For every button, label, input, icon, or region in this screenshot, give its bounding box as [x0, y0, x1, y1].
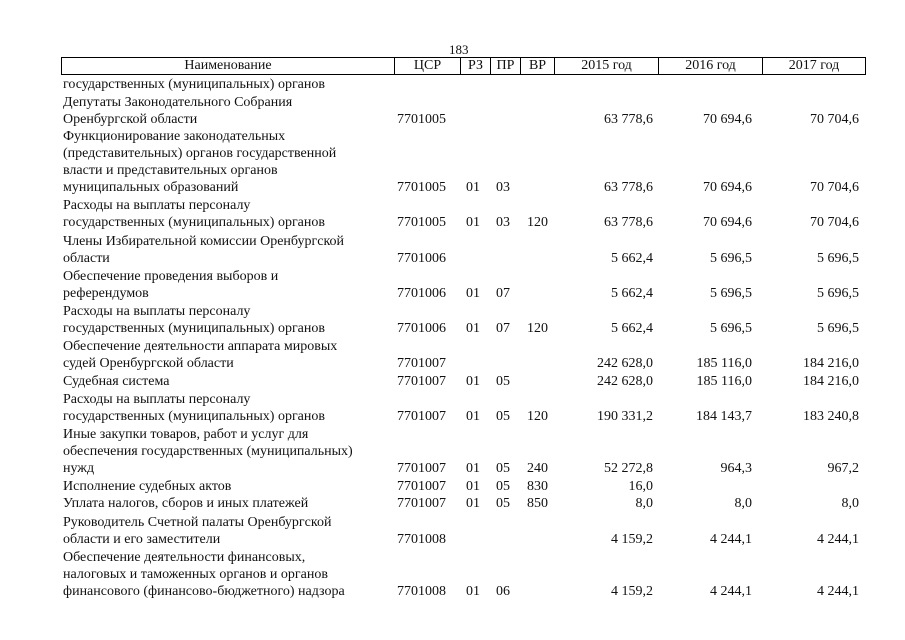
- row-csr: 7701006: [397, 251, 446, 266]
- row-csr: 7701007: [397, 479, 446, 494]
- row-csr: 7701006: [397, 321, 446, 336]
- row-2015: 16,0: [628, 479, 653, 494]
- row-csr: 7701007: [397, 356, 446, 371]
- header-2016: 2016 год: [659, 58, 763, 74]
- row-rz: 01: [466, 409, 480, 424]
- row-2017: 4 244,1: [817, 584, 859, 599]
- row-2015: 242 628,0: [597, 374, 653, 389]
- row-2015: 190 331,2: [597, 409, 653, 424]
- row-2017: 70 704,6: [810, 180, 859, 195]
- page-number: 183: [449, 42, 469, 57]
- row-pr: 03: [496, 180, 510, 195]
- row-name: Функционирование законодательных (представительных) органов государственной власти и представительных органов муниципальных образований: [63, 129, 337, 195]
- row-2016: 185 116,0: [696, 374, 752, 389]
- row-rz: 01: [466, 374, 480, 389]
- row-2016: 70 694,6: [703, 180, 752, 195]
- row-pr: 05: [496, 374, 510, 389]
- row-2016: 5 696,5: [710, 251, 752, 266]
- row-2016: 70 694,6: [703, 215, 752, 230]
- row-csr: 7701008: [397, 532, 446, 547]
- row-2015: 4 159,2: [611, 584, 653, 599]
- row-name: Руководитель Счетной палаты Оренбургской области и его заместители: [63, 515, 332, 547]
- header-2017: 2017 год: [788, 58, 840, 73]
- row-pr: 07: [496, 321, 510, 336]
- row-name: Обеспечение проведения выборов и референдумов: [63, 269, 279, 301]
- row-pr: 05: [496, 461, 510, 476]
- header-pr: ПР: [491, 58, 521, 74]
- row-pr: 06: [496, 584, 510, 599]
- row-2015: 8,0: [635, 496, 653, 511]
- row-2017: 5 696,5: [817, 286, 859, 301]
- row-csr: 7701007: [397, 374, 446, 389]
- row-2017: 184 216,0: [803, 374, 859, 389]
- row-name: Расходы на выплаты персоналу государственных (муниципальных) органов: [63, 198, 326, 230]
- row-rz: 01: [466, 321, 480, 336]
- row-2017: 5 696,5: [817, 251, 859, 266]
- row-2016: 4 244,1: [710, 584, 752, 599]
- row-rz: 01: [466, 461, 480, 476]
- row-2017: 967,2: [827, 461, 859, 476]
- header-rz: РЗ: [461, 58, 491, 74]
- row-2017: 183 240,8: [803, 409, 859, 424]
- row-2017: 5 696,5: [817, 321, 859, 336]
- row-name: Обеспечение деятельности аппарата мировых судей Оренбургской области: [63, 339, 338, 371]
- row-name: Расходы на выплаты персоналу государственных (муниципальных) органов: [63, 304, 326, 336]
- header-2015: 2015 год: [555, 58, 659, 74]
- row-vr: 850: [527, 496, 548, 511]
- row-2016: 4 244,1: [710, 532, 752, 547]
- row-name: Исполнение судебных актов: [63, 479, 232, 494]
- row-csr: 7701007: [397, 461, 446, 476]
- header-vr: ВР: [521, 58, 555, 74]
- row-2016: 8,0: [734, 496, 752, 511]
- row-name: Иные закупки товаров, работ и услуг для обеспечения государственных (муниципальных) нужд: [63, 427, 353, 476]
- row-vr: 120: [527, 321, 548, 336]
- header-csr: ЦСР: [395, 58, 461, 74]
- row-vr: 240: [527, 461, 548, 476]
- row-2015: 5 662,4: [611, 286, 653, 301]
- header-name: Наименование: [62, 58, 395, 74]
- row-2016: 185 116,0: [696, 356, 752, 371]
- row-2015: 52 272,8: [604, 461, 653, 476]
- row-vr: 120: [527, 215, 548, 230]
- row-pr: 03: [496, 215, 510, 230]
- row-vr: 830: [527, 479, 548, 494]
- row-name: государственных (муниципальных) органов: [63, 77, 326, 92]
- row-2017: 70 704,6: [810, 215, 859, 230]
- row-2015: 63 778,6: [604, 112, 653, 127]
- row-2015: 63 778,6: [604, 215, 653, 230]
- row-2017: 8,0: [841, 496, 859, 511]
- row-2015: 242 628,0: [597, 356, 653, 371]
- row-csr: 7701006: [397, 286, 446, 301]
- row-name: Обеспечение деятельности финансовых, налоговых и таможенных органов и органов финансового (финансово-бюджетного) надзора: [63, 550, 345, 599]
- row-2016: 70 694,6: [703, 112, 752, 127]
- row-pr: 07: [496, 286, 510, 301]
- row-2016: 184 143,7: [696, 409, 752, 424]
- row-csr: 7701007: [397, 496, 446, 511]
- row-pr: 05: [496, 409, 510, 424]
- row-vr: 120: [527, 409, 548, 424]
- row-name: Судебная система: [63, 374, 170, 389]
- row-pr: 05: [496, 496, 510, 511]
- row-name: Расходы на выплаты персоналу государственных (муниципальных) органов: [63, 392, 326, 424]
- row-rz: 01: [466, 180, 480, 195]
- row-csr: 7701005: [397, 180, 446, 195]
- row-pr: 05: [496, 479, 510, 494]
- row-rz: 01: [466, 479, 480, 494]
- row-2017: 184 216,0: [803, 356, 859, 371]
- row-name: Уплата налогов, сборов и иных платежей: [63, 496, 309, 511]
- row-2017: 70 704,6: [810, 112, 859, 127]
- row-csr: 7701005: [397, 215, 446, 230]
- row-2017: 4 244,1: [817, 532, 859, 547]
- row-rz: 01: [466, 496, 480, 511]
- row-csr: 7701007: [397, 409, 446, 424]
- row-rz: 01: [466, 215, 480, 230]
- row-rz: 01: [466, 286, 480, 301]
- row-2016: 5 696,5: [710, 321, 752, 336]
- row-csr: 7701005: [397, 112, 446, 127]
- row-2016: 964,3: [720, 461, 752, 476]
- row-2015: 4 159,2: [611, 532, 653, 547]
- row-2015: 63 778,6: [604, 180, 653, 195]
- row-csr: 7701008: [397, 584, 446, 599]
- row-2016: 5 696,5: [710, 286, 752, 301]
- row-2015: 5 662,4: [611, 251, 653, 266]
- row-2015: 5 662,4: [611, 321, 653, 336]
- row-rz: 01: [466, 584, 480, 599]
- row-name: Члены Избирательной комиссии Оренбургской области: [63, 234, 345, 266]
- row-name: Депутаты Законодательного Собрания Оренбургской области: [63, 95, 293, 127]
